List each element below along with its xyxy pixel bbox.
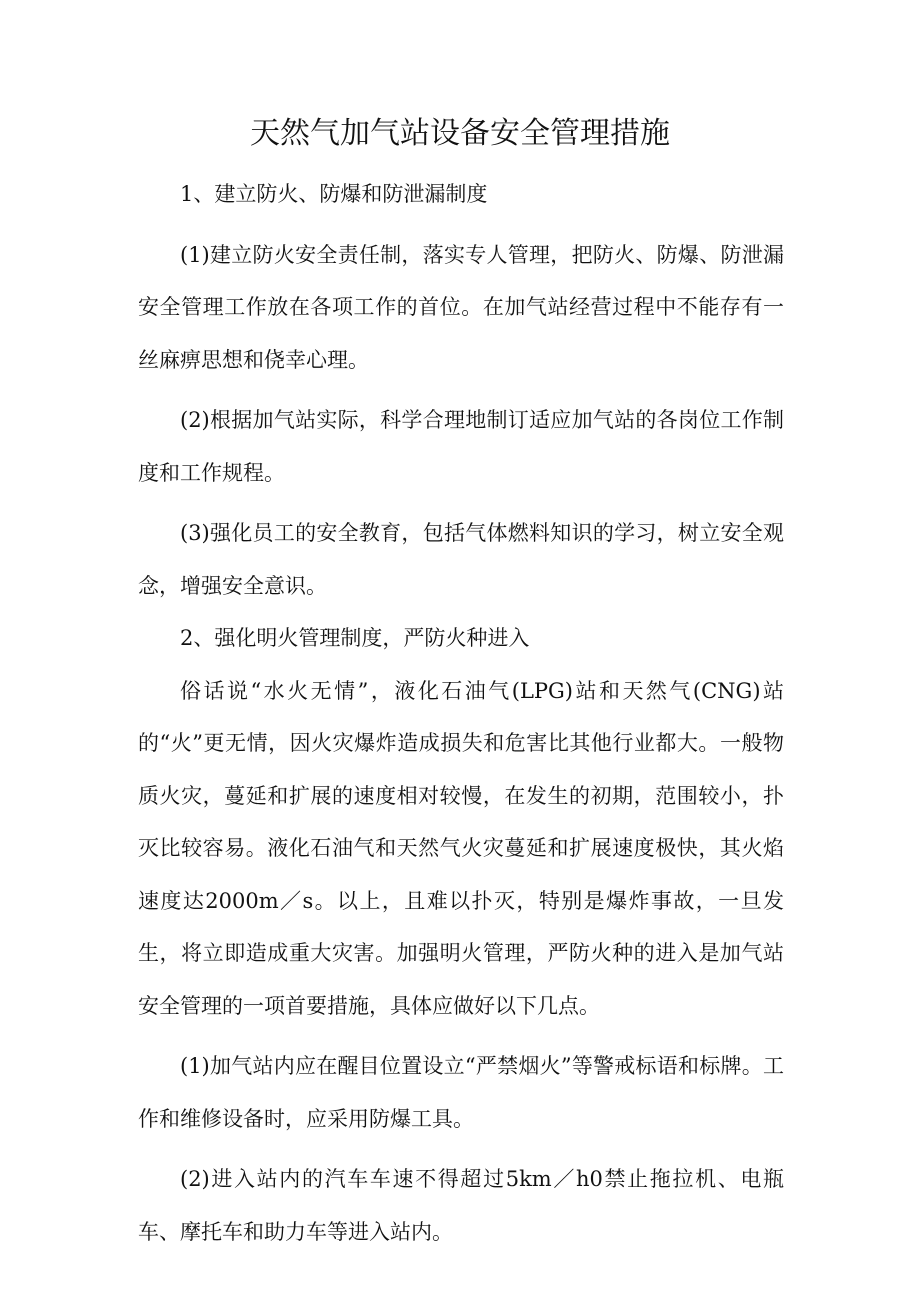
paragraph-2-2: (2)进入站内的汽车车速不得超过5km／h0禁止拖拉机、电瓶车、摩托车和助力车等进入站内。 <box>138 1167 784 1244</box>
section-heading-1: 1、建立防火、防爆和防泄漏制度 <box>180 182 488 206</box>
document-body <box>138 168 784 1258</box>
paragraph-1-1: (1)建立防火安全责任制，落实专人管理，把防火、防爆、防泄漏安全管理工作放在各项工作的首位。在加气站经营过程中不能存有一丝麻痹思想和侥幸心理。 <box>138 242 784 372</box>
document-title: 天然气加气站设备安全管理措施 <box>250 116 670 151</box>
paragraph-2-1: (1)加气站内应在醒目位置设立“严禁烟火”等警戒标语和标牌。工作和维修设备时，应采用防爆工具。 <box>138 1054 784 1131</box>
paragraph-2-intro: 俗话说“水火无情”，液化石油气(LPG)站和天然气(CNG)站的“火”更无情，因火灾爆炸造成损失和危害比其他行业都大。一般物质火灾，蔓延和扩展的速度相对较慢，在发生的初期，范围较小，扑灭比较容易。液化石油气和天然气火灾蔓延和扩展速度极快，其火焰速度达2000m／s。以上，且难以扑灭，特别是爆炸事故，一旦发生，将立即造成重大灾害。加强明火管理，严防火种的进入是加气站安全管理的一项首要措施，具体应做好以下几点。 <box>138 678 784 1018</box>
paragraph-1-2: (2)根据加气站实际，科学合理地制订适应加气站的各岗位工作制度和工作规程。 <box>138 408 784 485</box>
paragraph-1-3: (3)强化员工的安全教育，包括气体燃料知识的学习，树立安全观念，增强安全意识。 <box>138 521 784 598</box>
section-heading-2: 2、强化明火管理制度，严防火种进入 <box>180 626 530 650</box>
